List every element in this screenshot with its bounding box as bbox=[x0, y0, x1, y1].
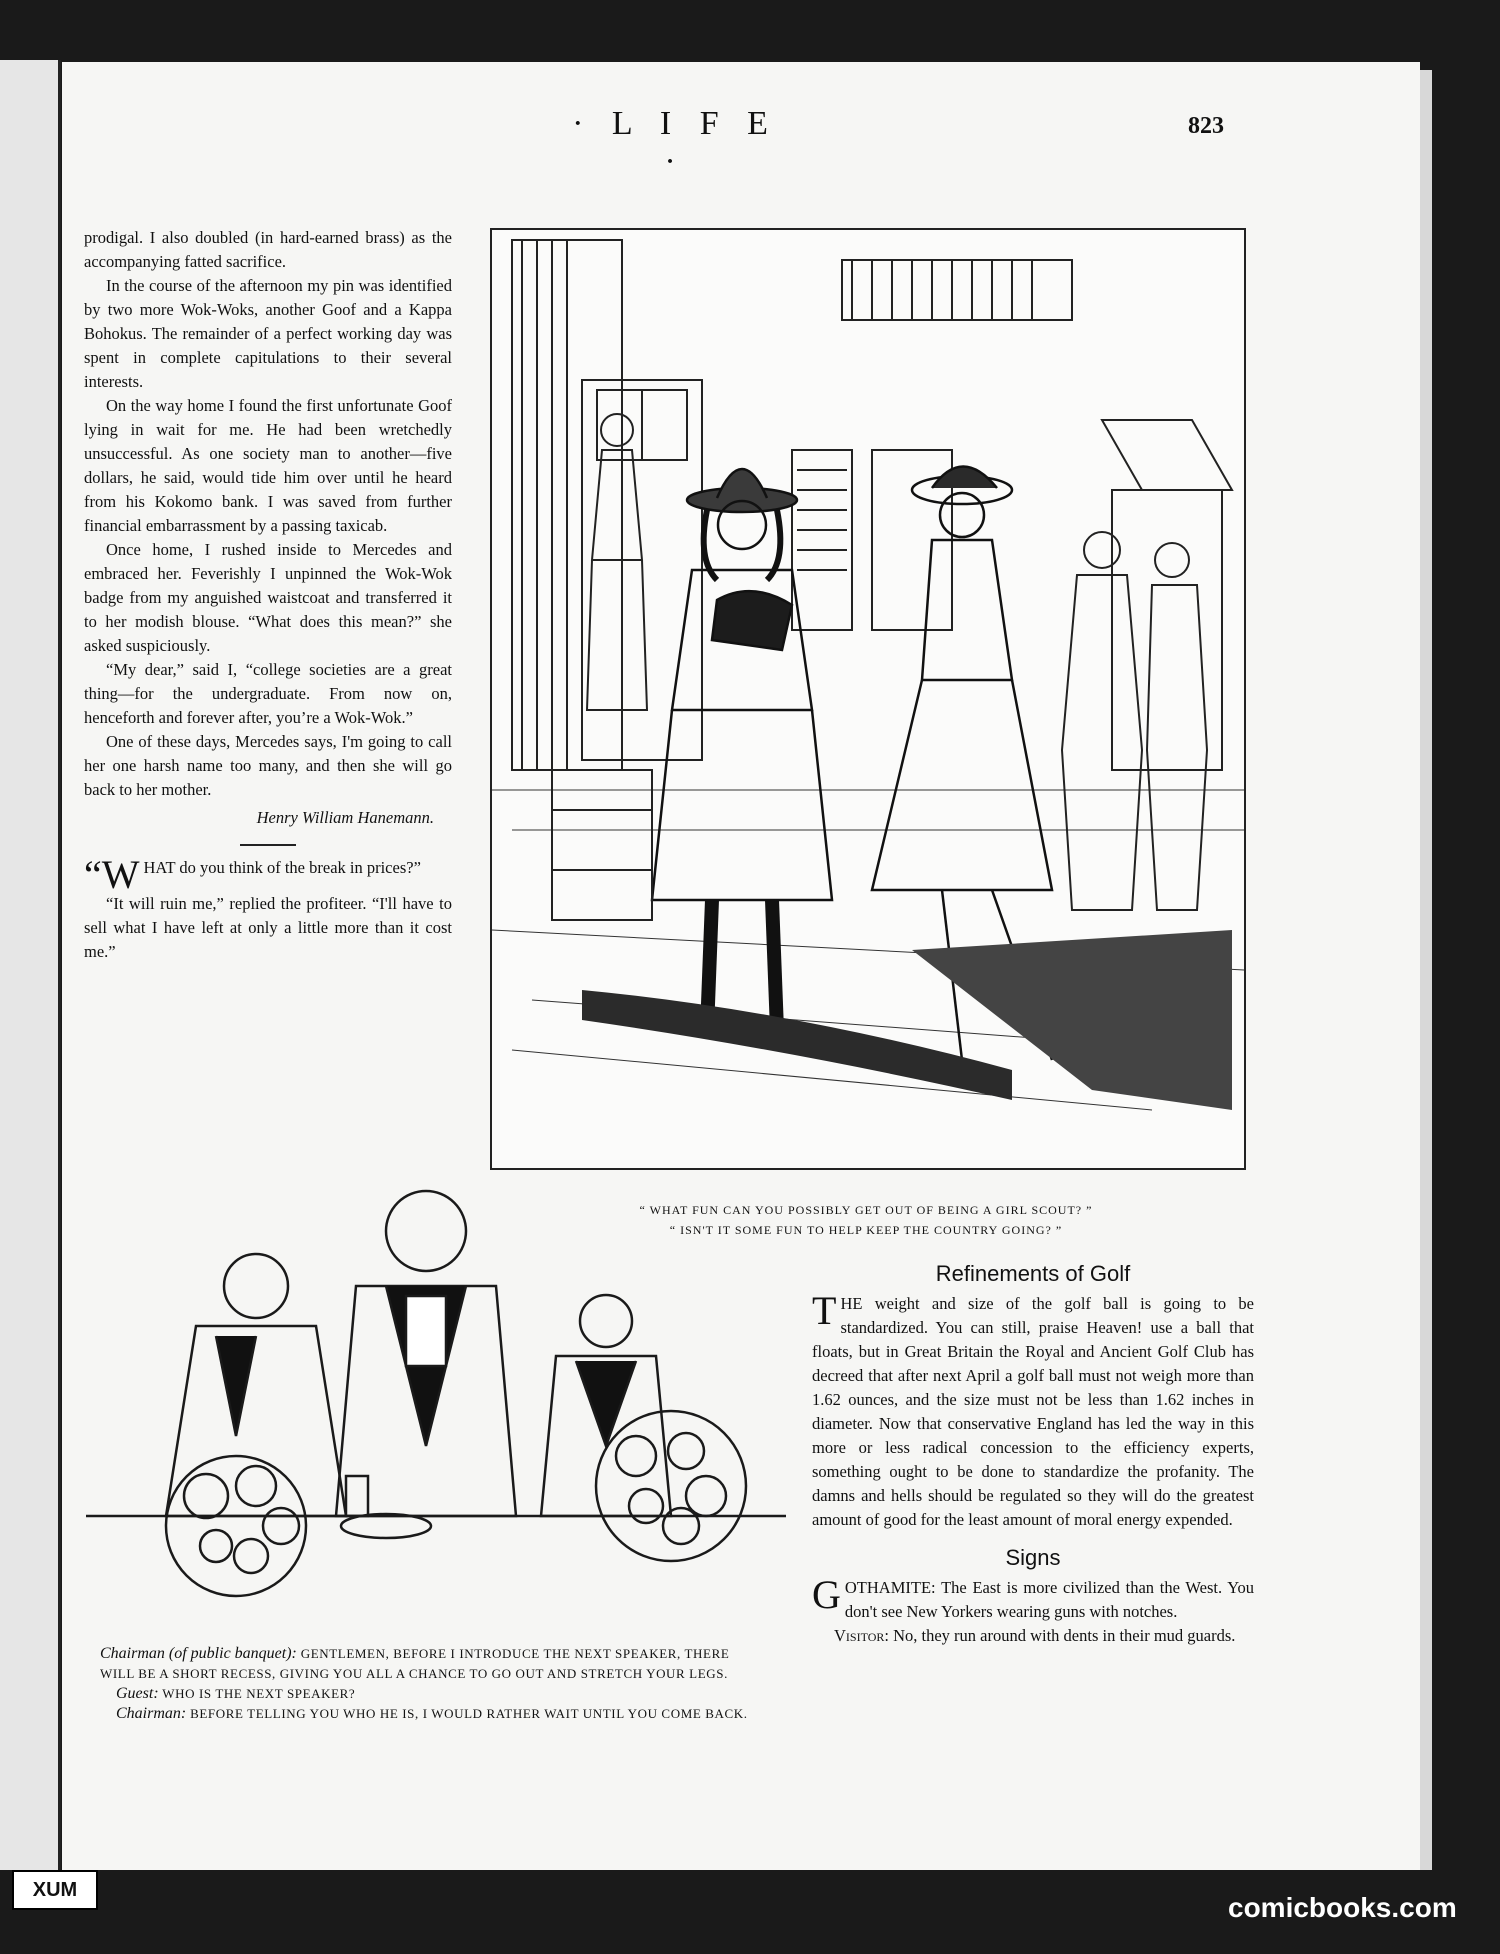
banquet-dialogue bbox=[100, 1644, 756, 1724]
dialogue-line bbox=[100, 1704, 756, 1724]
golf-article bbox=[812, 1288, 1254, 1532]
dialogue-text: WHO IS THE NEXT SPEAKER? bbox=[162, 1686, 356, 1701]
left-text-column bbox=[84, 226, 452, 964]
signs-article bbox=[812, 1572, 1254, 1648]
site-watermark: comicbooks.com bbox=[1228, 1892, 1457, 1923]
caption-line: “ WHAT FUN CAN YOU POSSIBLY GET OUT OF BEING A GIRL SCOUT? ” bbox=[639, 1203, 1093, 1217]
banquet-illustration bbox=[86, 1186, 786, 1622]
signs-line bbox=[812, 1624, 1254, 1648]
divider bbox=[240, 844, 296, 846]
dialogue-text: GENTLEMEN, BEFORE I INTRODUCE THE NEXT SPEAKER, THERE WILL BE A SHORT RECESS, GIVING YOU ALL A CHANCE TO GO OUT AND STRETCH YOUR LEGS. bbox=[100, 1646, 730, 1681]
dialogue-line bbox=[100, 1644, 756, 1684]
drop-cap: T bbox=[812, 1288, 837, 1333]
page-edge bbox=[1420, 70, 1432, 1870]
signs-text: No, they run around with dents in their mud guards. bbox=[893, 1626, 1236, 1645]
speaker-label: Chairman (of public banquet): bbox=[100, 1645, 297, 1662]
paragraph: In the course of the afternoon my pin was identified by two more Wok-Woks, another Goof and a Kappa Bohokus. The remainder of a perfect working day was spent in complete capitulations to their several interests. bbox=[84, 276, 452, 391]
girl-scout-illustration bbox=[490, 228, 1246, 1170]
paragraph: Once home, I rushed inside to Mercedes and embraced her. Feverishly I unpinned the Wok-Wok badge from my anguished waistcoat and transferred it to her modish blouse. “What does this mean?” she asked suspiciously. bbox=[84, 540, 452, 655]
dialogue-text: BEFORE TELLING YOU WHO HE IS, I WOULD RATHER WAIT UNTIL YOU COME BACK. bbox=[190, 1706, 748, 1721]
paragraph: prodigal. I also doubled (in hard-earned brass) as the accompanying fatted sacrifice. bbox=[84, 228, 452, 271]
paragraph: “My dear,” said I, “college societies are a great thing—for the undergraduate. From now on, henceforth and forever after, you’re a Wok-Wok.” bbox=[84, 660, 452, 727]
signs-line: OTHAMITE: The East is more civilized than the West. You don't see New Yorkers wearing guns with notches. bbox=[844, 1578, 1254, 1621]
page-number: 823 bbox=[1188, 113, 1224, 139]
right-text-column bbox=[812, 1262, 1254, 1648]
drop-cap: “W bbox=[84, 852, 140, 897]
paragraph: One of these days, Mercedes says, I'm going to call her one harsh name too many, and then she will go back to her mother. bbox=[84, 732, 452, 799]
caption-line: “ ISN'T IT SOME FUN TO HELP KEEP THE COUNTRY GOING? ” bbox=[669, 1223, 1063, 1237]
paragraph: On the way home I found the first unfortunate Goof lying in wait for me. He had been wretchedly unsuccessful. As one society man to another—five dollars, he said, would tide him over until he heard from his Kokomo bank. I was saved from further financial embarrassment by a passing taxicab. bbox=[84, 396, 452, 535]
speaker-label: Visitor: bbox=[834, 1626, 889, 1645]
magazine-title: · L I F E · bbox=[572, 105, 778, 180]
golf-article-body: HE weight and size of the golf ball is going to be standardized. You can still, praise Heaven! use a ball that floats, but in Great Britain the Royal and Ancient Golf Club has decreed that after next April a golf ball must not weigh more than 1.62 ounces, and the size must not be less than 1.62 inches in diameter. Now that conservative England has led the way in this more or less radical concession to the efficiency experts, something ought to be done to standardize the profanity. The damns and hells should be regulated so they will do the greatest amount of good for the least amount of moral energy expended. bbox=[812, 1294, 1254, 1529]
author-signature: Henry William Hanemann. bbox=[256, 808, 434, 827]
joke-line: “It will ruin me,” replied the profiteer. “I'll have to sell what I have left at only a little more than it cost me.” bbox=[84, 894, 452, 961]
speaker-label: Guest: bbox=[116, 1685, 159, 1702]
archive-badge: XUM bbox=[12, 1870, 98, 1910]
drop-cap: G bbox=[812, 1572, 841, 1617]
joke-line: HAT do you think of the break in prices?” bbox=[143, 858, 421, 877]
speaker-label: Chairman: bbox=[116, 1705, 187, 1722]
profiteer-joke bbox=[84, 852, 452, 964]
section-heading-golf: Refinements of Golf bbox=[935, 1261, 1131, 1286]
dialogue-line bbox=[100, 1684, 756, 1704]
facing-page-edge bbox=[0, 60, 61, 1870]
section-heading-signs: Signs bbox=[1005, 1545, 1061, 1570]
